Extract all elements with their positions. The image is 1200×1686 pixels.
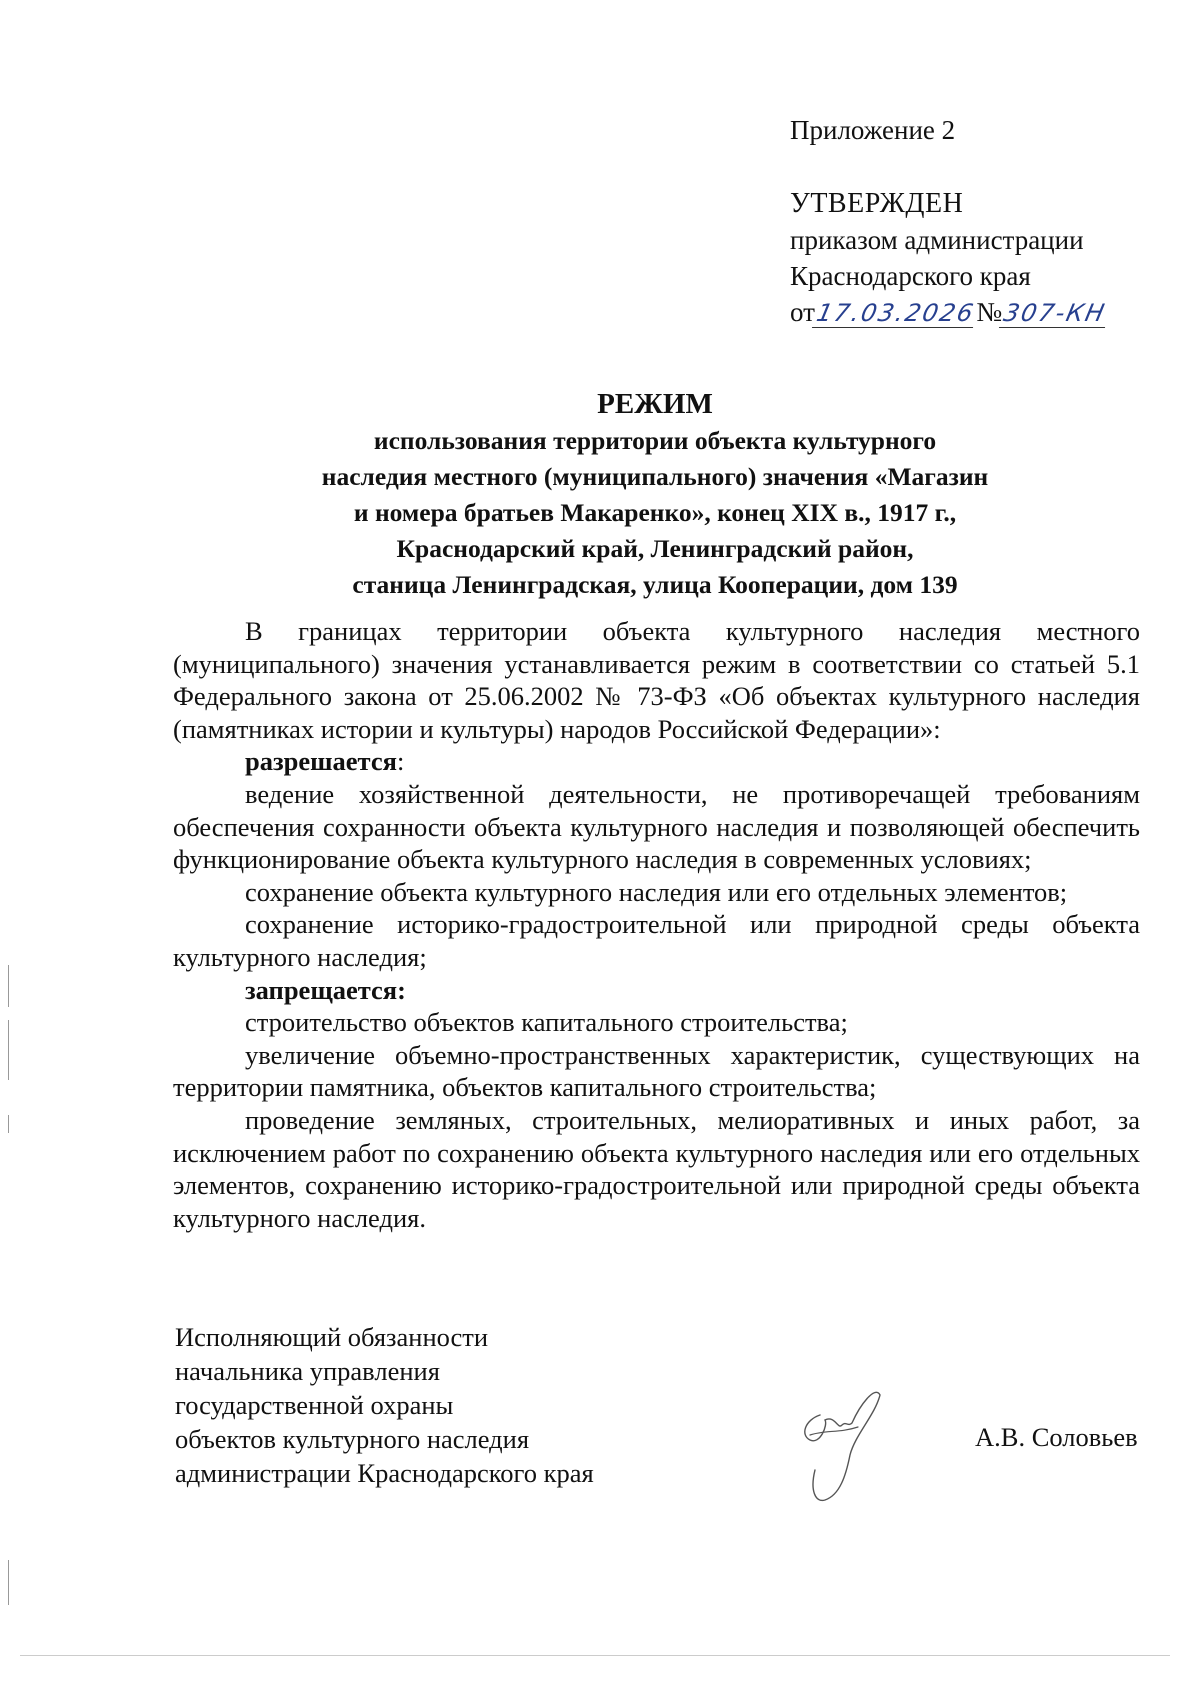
document-title-block — [170, 385, 1140, 603]
scan-margin-mark — [8, 1115, 9, 1133]
allowed-item: ведение хозяйственной деятельности, не противоречащей требованиям обеспечения сохранности объекта культурного наследия и позволяющей обеспечить функционирование объекта культурного наследия в современных условиях; — [173, 778, 1140, 875]
scan-margin-mark — [8, 965, 9, 1007]
handwritten-signature — [780, 1375, 900, 1520]
approved-by-line-1: приказом администрации — [790, 225, 1084, 255]
scan-bottom-edge — [20, 1655, 1170, 1656]
position-line: государственной охраны — [175, 1390, 454, 1420]
allowed-item: сохранение объекта культурного наследия или его отдельных элементов; — [245, 876, 1068, 907]
position-line: объектов культурного наследия — [175, 1424, 530, 1454]
date-prefix: от — [790, 297, 815, 327]
title-line-3: и номера братьев Макаренко», конец XIX в., 1917 г., — [353, 498, 957, 527]
signature-icon — [780, 1375, 900, 1515]
title-line-5: станица Ленинградская, улица Кооперации, дом 139 — [352, 570, 958, 599]
allowed-heading — [173, 745, 1140, 778]
approved-stamp-text: УТВЕРЖДЕН — [790, 188, 964, 219]
title-line-2: наследия местного (муниципального) значения «Магазин — [321, 462, 989, 491]
position-line: администрации Краснодарского края — [175, 1458, 594, 1488]
intro-paragraph: В границах территории объекта культурного наследия местного (муниципального) значения устанавливается режим в соответствии со статьей 5.1 Федерального закона от 25.06.2002 № 73-ФЗ «Об объектах культурного наследия (памятниках истории и культуры) народов Российской Федерации»: — [173, 616, 1140, 744]
signer-name: А.В. Соловьев — [975, 1422, 1138, 1452]
approval-block — [790, 112, 1108, 330]
order-date-handwritten: 17.03.2026 — [812, 299, 980, 328]
allowed-heading-colon: : — [396, 746, 405, 777]
scan-margin-mark — [8, 1020, 9, 1080]
position-line: Исполняющий обязанности — [175, 1322, 489, 1352]
signatory-position — [175, 1320, 594, 1490]
title-line-1: использования территории объекта культурного — [373, 426, 937, 455]
position-line: начальника управления — [175, 1356, 440, 1386]
forbidden-item: увеличение объемно-пространственных характеристик, существующих на территории памятника, объектов капитального строительства; — [173, 1039, 1140, 1103]
document-title: РЕЖИМ — [597, 388, 713, 420]
forbidden-item: строительство объектов капитального строительства; — [245, 1007, 848, 1038]
number-prefix: № — [976, 297, 1003, 327]
scan-margin-mark — [8, 1560, 9, 1605]
forbidden-item: проведение земляных, строительных, мелиоративных и иных работ, за исключением работ по сохранению объекта культурного наследия или его отдельных элементов, сохранению историко-градостроительной или природной среды объекта культурного наследия. — [173, 1104, 1140, 1233]
approved-by-line-2: Краснодарского края — [790, 261, 1031, 291]
forbidden-heading: запрещается: — [245, 974, 406, 1005]
allowed-heading-text: разрешается — [245, 746, 397, 777]
allowed-item: сохранение историко-градостроительной или природной среды объекта культурного наследия; — [173, 909, 1140, 972]
document-body — [173, 615, 1140, 1234]
order-number-handwritten: 307-КН — [999, 299, 1111, 328]
title-line-4: Краснодарский край, Ленинградский район, — [396, 534, 914, 563]
appendix-label: Приложение 2 — [790, 115, 956, 145]
order-date-number-line — [790, 294, 1108, 330]
